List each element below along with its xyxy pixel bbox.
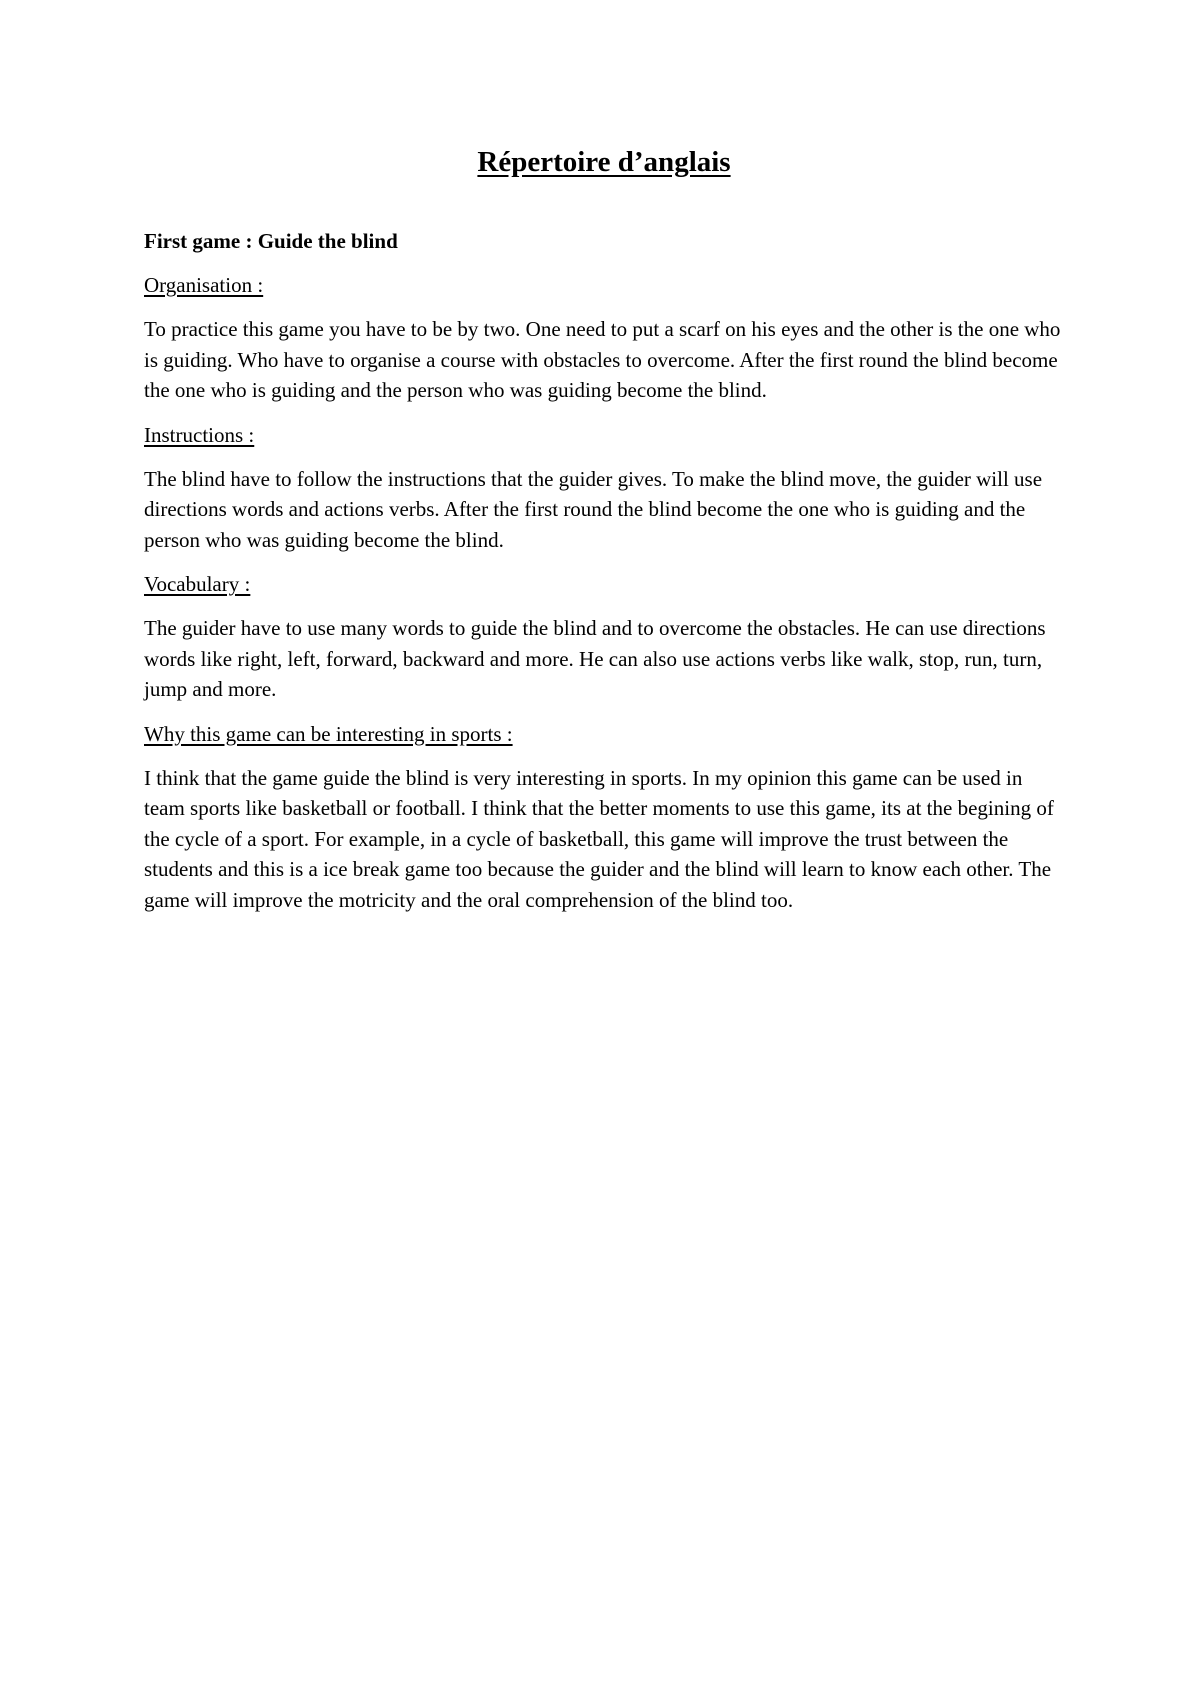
section-text-why-interesting: I think that the game guide the blind is very interesting in sports. In my opinion this game can be used in team sports like basketball or football. I think that the better moments to use this game, its at the begining of the cycle of a sport. For example, in a cycle of basketball, this game will improve the trust between the students and this is a ice break game too because the guider and the blind will learn to know each other. The game will improve the motricity and the oral comprehension of the blind too. [144, 765, 1054, 912]
section-text-vocabulary: The guider have to use many words to guide the blind and to overcome the obstacles. He can use directions words like right, left, forward, backward and more. He can also use actions verbs like walk, stop, run, turn, jump and more. [144, 616, 1046, 701]
section-heading-organisation: Organisation : [144, 273, 264, 297]
section-text-instructions: The blind have to follow the instructions that the guider gives. To make the blind move, the guider will use directions words and actions verbs. After the first round the blind become the one who is guiding and the person who was guiding become the blind. [144, 466, 1043, 552]
document-content [144, 142, 1064, 929]
section-heading-instructions: Instructions : [144, 422, 255, 447]
section-heading-why-interesting: Why this game can be interesting in sports : [144, 721, 513, 746]
section-heading-vocabulary: Vocabulary : [144, 572, 251, 596]
game-title: First game : Guide the blind [144, 229, 398, 253]
section-text-organisation: To practice this game you have to be by two. One need to put a scarf on his eyes and the other is the one who is guiding. Who have to organise a course with obstacles to overcome. After the first round the blind become the one who is guiding and the person who was guiding become the blind. [144, 317, 1061, 402]
document-title: Répertoire d’anglais [477, 146, 731, 178]
